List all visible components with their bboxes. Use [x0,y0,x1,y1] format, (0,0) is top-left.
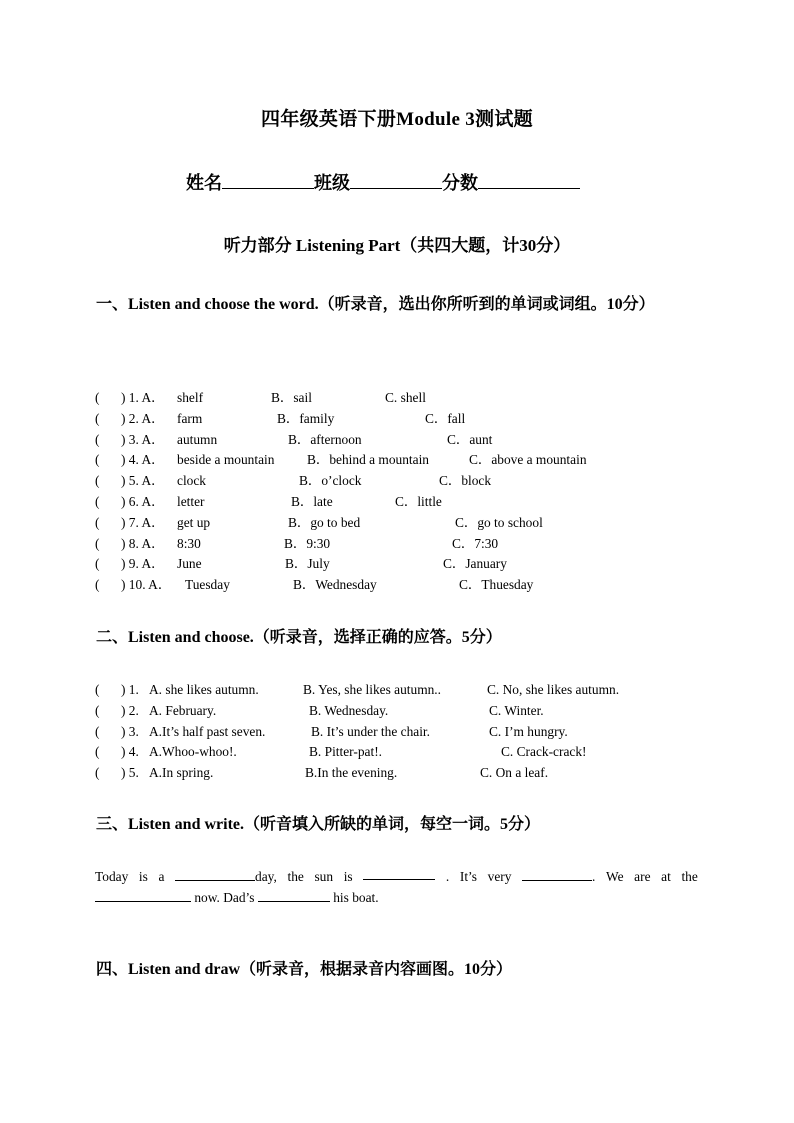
option-a: beside a mountain [177,452,275,468]
option-b: B．Wednesday [293,577,377,593]
blank-5[interactable] [258,888,330,902]
option-b: B．late [291,493,333,509]
option-a: get up [177,514,211,530]
option-b: B．o’clock [299,473,362,489]
option-a: clock [177,473,206,489]
question-number: ) 1. A． [121,390,165,405]
option-a: A.In spring. [149,765,214,781]
section2-list [95,680,735,784]
word: the [681,869,698,884]
option-b: B．sail [271,390,312,405]
option-c: C．fall [425,410,466,426]
option-a: shelf [177,390,204,405]
question-number: ) 7. A． [121,514,165,530]
word: sun [314,869,334,884]
question-number: ) 5. A． [121,473,165,489]
list-item [95,742,735,763]
passage-line-1 [95,866,698,887]
answer-paren[interactable]: ( [95,493,100,509]
list-item [95,554,735,575]
question-number: ) 10. A． [121,577,172,593]
option-a: A.It’s half past seven. [149,723,266,739]
option-c: C．little [395,493,442,509]
option-b: B．July [285,556,330,572]
word: . [592,869,596,884]
answer-paren[interactable]: ( [95,577,100,593]
option-c: C．block [439,473,492,489]
option-b: B.In the evening. [305,765,398,781]
answer-paren[interactable]: ( [95,514,100,530]
option-b: B. Pitter-pat!. [309,744,382,760]
option-b: B. It’s under the chair. [311,723,430,739]
option-b: B．family [277,410,335,426]
word: day, [255,869,277,884]
section2-heading: 二、Listen and choose.（听录音，选择正确的应答。5分） [96,629,502,646]
option-a: 8:30 [177,535,201,551]
word: It’s [459,869,477,884]
option-c: C. On a leaf. [480,765,549,781]
answer-paren[interactable]: ( [95,452,100,468]
list-item [95,575,735,596]
option-a: A.Whoo-whoo!. [149,744,237,760]
option-b: B. Wednesday. [309,702,389,718]
option-c: C．Thuesday [459,577,534,593]
option-a: A. she likes autumn. [149,682,259,697]
score-blank[interactable] [478,170,580,189]
fill-in-passage [95,866,698,908]
question-number: ) 9. A． [121,556,165,572]
question-number: ) 4. A． [121,452,165,468]
question-number: ) 3. [121,723,139,739]
option-b: B. Yes, she likes autumn.. [303,682,442,697]
question-number: ) 5. [121,765,139,781]
answer-paren[interactable]: ( [95,390,100,405]
option-c: C．aunt [447,431,493,447]
list-item [95,409,735,430]
option-b: B．afternoon [288,431,362,447]
answer-paren[interactable]: ( [95,723,100,739]
answer-paren[interactable]: ( [95,431,100,447]
blank-2[interactable] [363,866,435,880]
option-c: C. Crack-crack! [501,744,587,760]
answer-paren[interactable]: ( [95,744,100,760]
option-c: C. No, she likes autumn. [487,682,620,697]
list-item [95,722,735,743]
question-number: ) 3. A． [121,431,165,447]
answer-paren[interactable]: ( [95,682,100,697]
option-a: A. February. [149,702,217,718]
answer-paren[interactable]: ( [95,473,100,489]
list-item [95,471,735,492]
answer-paren[interactable]: ( [95,410,100,426]
word: . [445,869,450,884]
list-item [95,763,735,784]
list-item [95,680,735,701]
list-item [95,534,735,555]
word: the [287,869,304,884]
blank-4[interactable] [95,888,191,902]
option-a: letter [177,493,205,509]
option-c: C. Winter. [489,702,544,718]
option-c: C．7:30 [452,535,499,551]
option-c: C. shell [385,390,426,405]
list-item [95,492,735,513]
question-number: ) 2. [121,702,139,718]
option-a: Tuesday [185,577,230,593]
option-b: B．behind a mountain [307,452,429,468]
section1-heading: 一、Listen and choose the word.（听录音，选出你所听到的单词或词组。10分） [96,296,655,313]
answer-paren[interactable]: ( [95,535,100,551]
listening-part-title: 听力部分 Listening Part（共四大题，计30分） [223,236,571,255]
word: Today [95,869,129,884]
section3-heading: 三、Listen and write.（听音填入所缺的单词，每空一词。5分） [96,816,541,833]
blank-3[interactable] [522,867,592,881]
answer-paren[interactable]: ( [95,702,100,718]
word: is [343,869,353,884]
question-number: ) 8. A． [121,535,165,551]
word: his boat. [333,890,379,905]
list-item [95,430,735,451]
option-c: C．above a mountain [469,452,587,468]
option-a: autumn [177,431,218,447]
score-label: 分数 [442,173,478,193]
list-item [95,513,735,534]
word: are [634,869,651,884]
option-c: C. I’m hungry. [489,723,568,739]
class-label: 班级 [314,173,350,193]
option-c: C．go to school [455,514,543,530]
option-c: C．January [443,556,507,572]
name-label: 姓名 [186,173,222,193]
word: We [606,869,624,884]
question-number: ) 4. [121,744,139,760]
word: a [158,869,165,884]
class-blank[interactable] [350,170,442,189]
question-number: ) 1. [121,682,139,697]
answer-paren[interactable]: ( [95,765,100,781]
option-b: B．go to bed [288,514,361,530]
section4-heading: 四、Listen and draw（听录音，根据录音内容画图。10分） [96,961,513,978]
list-item [95,388,735,409]
passage-line-2 [95,887,698,908]
answer-paren[interactable]: ( [95,556,100,572]
option-a: June [177,556,202,572]
page-title: 四年级英语下册Module 3测试题 [261,109,533,130]
word: at [661,869,671,884]
word: is [138,869,148,884]
student-info-line [186,169,580,195]
list-item [95,450,735,471]
word: very [487,869,512,884]
blank-1[interactable] [175,867,255,881]
name-blank[interactable] [222,170,314,189]
list-item [95,701,735,722]
section1-list [95,388,735,596]
question-number: ) 6. A． [121,493,165,509]
option-b: B．9:30 [284,535,331,551]
question-number: ) 2. A． [121,410,165,426]
word: now. Dad’s [194,890,255,905]
option-a: farm [177,410,203,426]
